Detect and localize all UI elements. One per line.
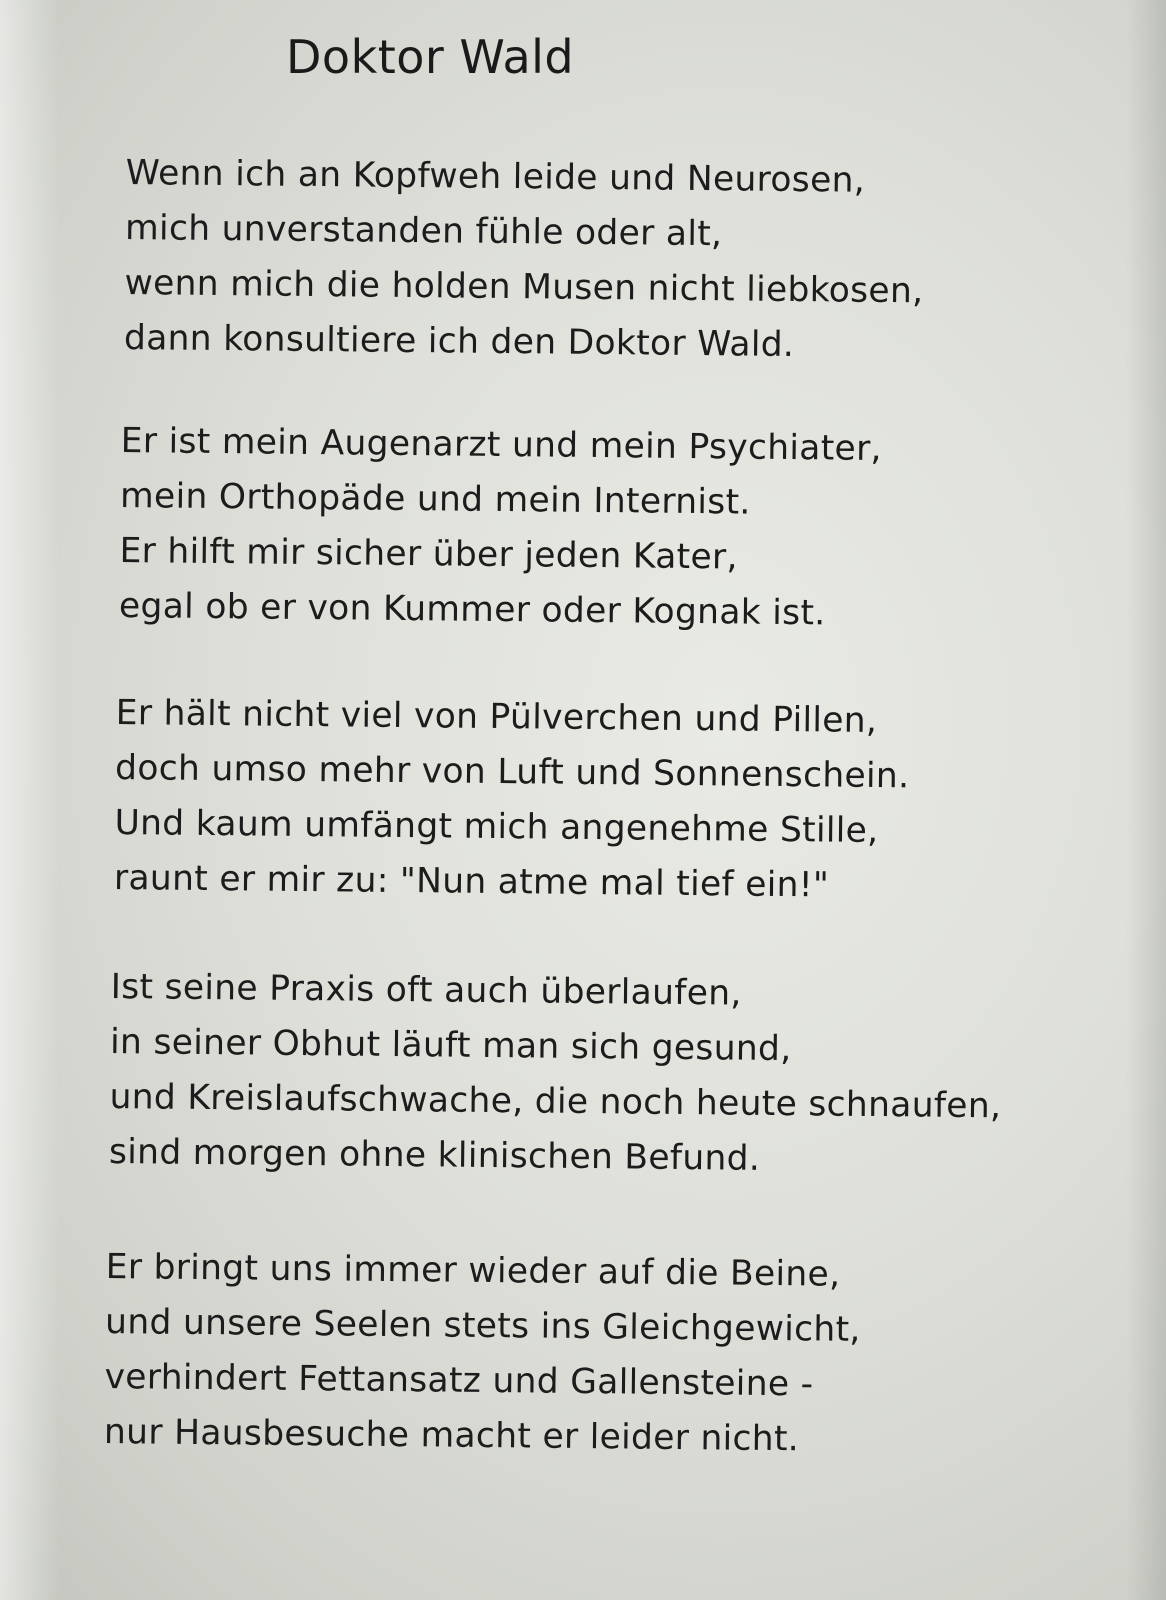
poem-title: Doktor Wald: [286, 30, 575, 84]
poem-line: und unsere Seelen stets ins Gleichgewicht,: [104, 1301, 861, 1350]
poem-line: mich unverstanden fühle oder alt,: [124, 207, 723, 255]
poem-line: raunt er mir zu: "Nun atme mal tief ein!": [113, 857, 830, 906]
poem-line: mein Orthopäde und mein Internist.: [119, 475, 751, 523]
poem-line: egal ob er von Kummer oder Kognak ist.: [118, 585, 826, 634]
poem-line: nur Hausbesuche macht er leider nicht.: [103, 1411, 800, 1460]
stanza-5: [104, 1240, 862, 1468]
poem-line: Er bringt uns immer wieder auf die Beine,: [105, 1246, 841, 1295]
poem-line: Wenn ich an Kopfweh leide und Neurosen,: [125, 152, 866, 201]
stanza-1: [124, 146, 925, 374]
poem-line: verhindert Fettansatz und Gallensteine -: [104, 1356, 814, 1405]
stanza-3: [114, 686, 910, 914]
poem-line: Und kaum umfängt mich angenehme Stille,: [114, 802, 879, 851]
poem-line: Er hilft mir sicher über jeden Kater,: [119, 530, 738, 578]
poem-line: dann konsultiere ich den Doktor Wald.: [123, 317, 795, 366]
poem-line: Er hält nicht viel von Pülverchen und Pillen,: [115, 692, 878, 741]
poem-line: wenn mich die holden Musen nicht liebkosen,: [124, 262, 924, 312]
poem-line: Er ist mein Augenarzt und mein Psychiater,: [120, 420, 883, 469]
poem-line: in seiner Obhut läuft man sich gesund,: [109, 1021, 792, 1070]
poem-line: und Kreislaufschwache, die noch heute schnaufen,: [109, 1076, 1002, 1127]
poem-line: doch umso mehr von Luft und Sonnenschein.: [114, 747, 910, 797]
poem-line: Ist seine Praxis oft auch überlaufen,: [110, 966, 742, 1014]
stanza-4: [109, 960, 1003, 1189]
poem-line: sind morgen ohne klinischen Befund.: [108, 1131, 761, 1179]
stanza-2: [119, 414, 882, 642]
